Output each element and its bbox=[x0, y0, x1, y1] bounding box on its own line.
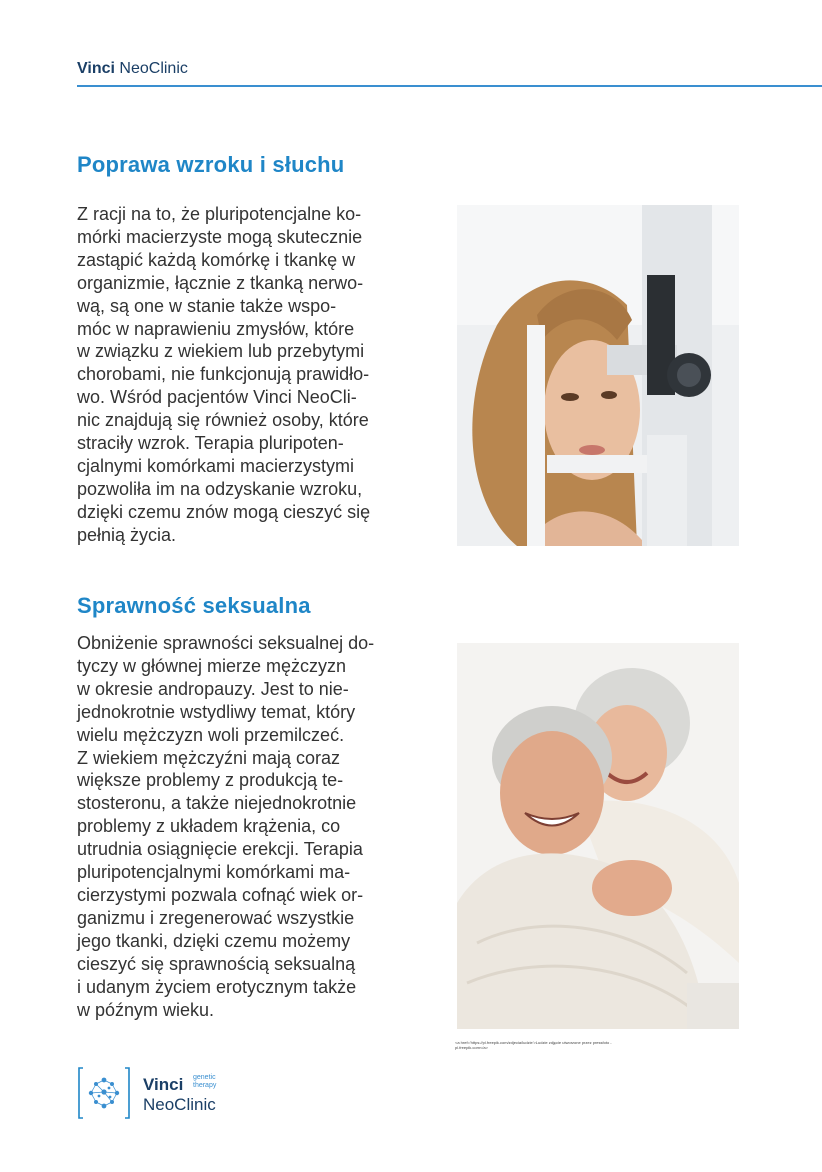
brand-bold: Vinci bbox=[77, 60, 115, 77]
logo-vinci-text: Vinci bbox=[143, 1075, 184, 1094]
header-brand bbox=[77, 60, 188, 78]
senior-couple-photo bbox=[457, 643, 739, 1029]
brand-rest: NeoClinic bbox=[119, 60, 188, 77]
logo-neoclinic-text: NeoClinic bbox=[143, 1095, 216, 1114]
section-text-vision: Z racji na to, że pluripotencjalne ko- mórki macierzyste mogą skutecznie zastąpić każdą komórkę i tkankę w organizmie, łącznie z tkanką nerwo- wą, są one w stanie także wspo- móc w naprawieniu zmysłów, które w związku z wiekiem lub przebytymi chorobami, nie funkcjonują prawidło- wo. Wśród pacjentów Vinci NeoCli- nic znajdują się również osoby, które straciły wzrok. Terapia pluripoten- cjalnymi komórkami macierzystymi pozwoliła im na odzyskanie wzroku, dzięki czemu znów mogą cieszyć się pełnią życia. bbox=[77, 204, 371, 545]
footer-logo bbox=[77, 1066, 237, 1122]
section-title-vision: Poprawa wzroku i słuchu bbox=[77, 152, 345, 177]
section-title-sexual: Sprawność seksualna bbox=[77, 593, 311, 618]
page-header bbox=[77, 56, 822, 86]
logo-mark-icon bbox=[77, 1066, 131, 1120]
logo-tagline: genetic therapy bbox=[193, 1074, 217, 1089]
eye-exam-photo bbox=[457, 205, 739, 546]
image-credit: <a href='https://pl.freepik.com/zdjecia/ludzie'>Ludzie zdjęcie utworzone przez pressfoto - pl.freepik.com</a> bbox=[455, 1040, 612, 1050]
section-text-sexual: Obniżenie sprawności seksualnej do- tyczy w głównej mierze mężczyzn w okresie andropauzy. Jest to nie- jednokrotnie wstydliwy temat, który wielu mężczyzn woli przemilczeć. Z wiekiem mężczyźni mają coraz większe problemy z produkcją te- stosteronu, a także niejednokrotnie problemy z układem krążenia, co utrudnia osiągnięcie erekcji. Terapia pluripotencjalnymi komórkami ma- cierzystymi pozwala cofnąć wiek or- ganizmu i zregenerować wszystkie jego tkanki, dzięki czemu możemy cieszyć się sprawnością seksualną i udanym życiem erotycznym także w późnym wieku. bbox=[77, 633, 375, 1020]
header-divider bbox=[77, 85, 822, 87]
